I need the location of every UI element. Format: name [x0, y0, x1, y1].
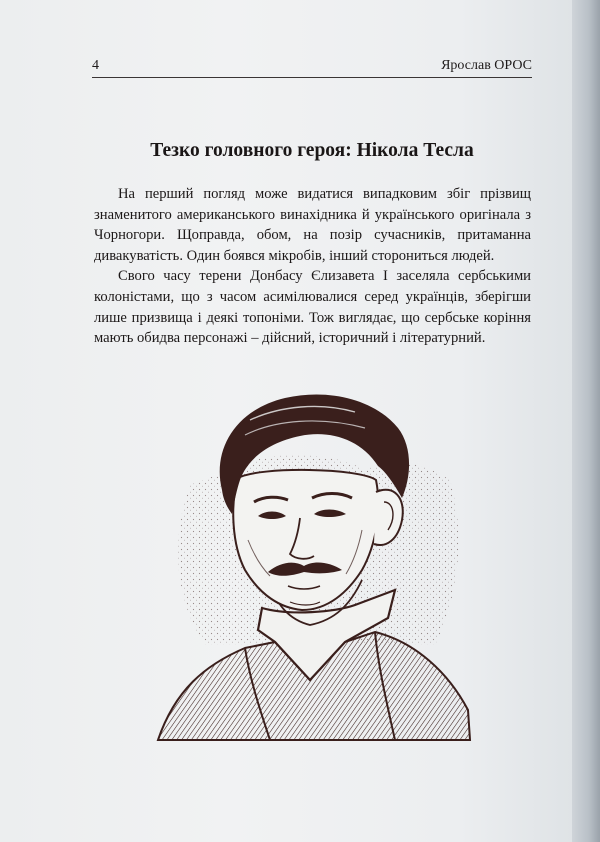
header-rule: [92, 77, 532, 78]
page-number: 4: [92, 58, 99, 73]
chapter-title: Тезко головного героя: Нікола Тесла: [150, 140, 474, 161]
running-head: [92, 58, 532, 76]
paragraph-1: На перший погляд може видатися випадковим збіг прізвищ знаменитого американського винахідника й українського оригінала з Чорногори. Щоправда, обом, на позір сучасників, притаманна дивакуватість. Один боявся мікробів, інший сторониться людей.: [94, 186, 531, 264]
portrait-illustration: [150, 380, 480, 750]
body-text: [94, 184, 531, 349]
paragraph-2: Свого часу терени Донбасу Єлизавета I заселяла сербськими колоністами, що з часом асимілювалися серед українців, зберігши лише призвища і деякі топоніми. Тож виглядає, що сербське коріння мають обидва персонажі – дійсний, історичний і літературний.: [94, 268, 531, 347]
page-edge-shadow: [572, 0, 600, 842]
running-head-author: Ярослав ОРОС: [441, 58, 532, 73]
